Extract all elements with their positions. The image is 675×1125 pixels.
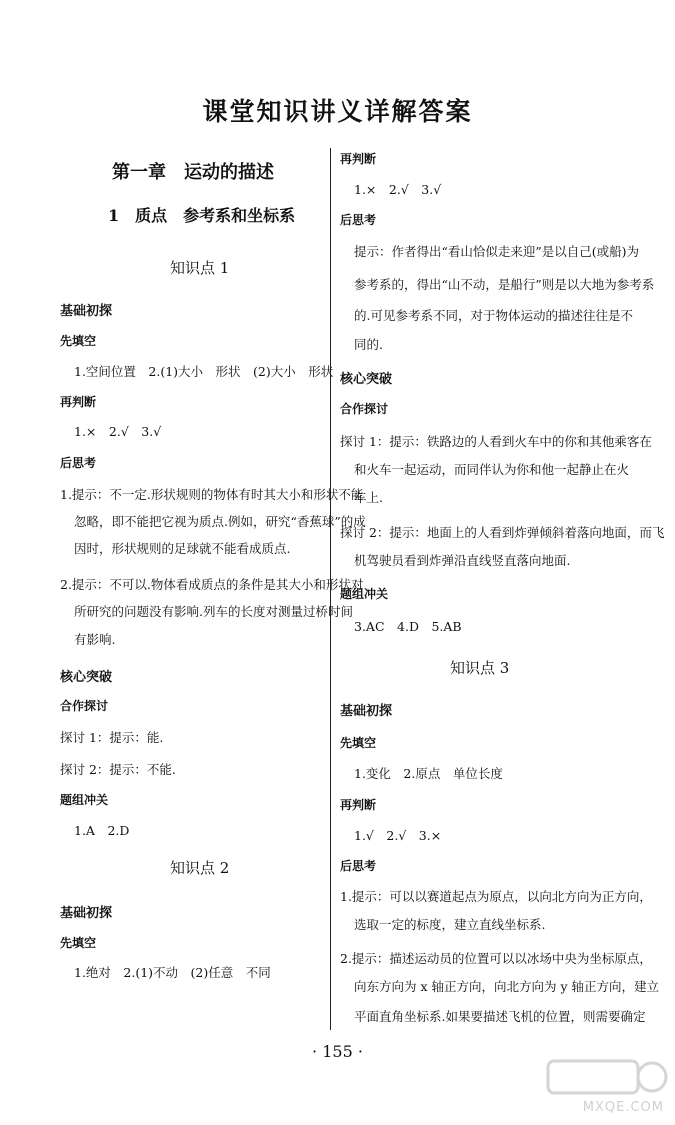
discuss-line: 和火车一起运动，而同伴认为你和他一起静止在火 xyxy=(354,462,630,477)
think-line: 有影响. xyxy=(74,632,116,647)
think-line: 1.提示：可以以赛道起点为原点，以向北方向为正方向， xyxy=(340,889,652,904)
think-heading: 后思考 xyxy=(340,859,377,873)
think-line: 平面直角坐标系.如果要描述飞机的位置，则需要确定 xyxy=(354,1009,646,1024)
chapter-heading: 第一章 运动的描述 xyxy=(112,162,274,183)
think-line: 2.提示：描述运动员的位置可以以冰场中央为坐标原点， xyxy=(340,951,652,966)
coop-heading: 合作探讨 xyxy=(60,699,109,713)
coop-heading: 合作探讨 xyxy=(340,402,389,416)
basic-heading: 基础初探 xyxy=(340,704,393,719)
fill-heading: 先填空 xyxy=(60,334,97,348)
think-line: 因时，形状规则的足球就不能看成质点. xyxy=(74,541,291,556)
think-line: 忽略，即不能把它视为质点.例如，研究“香蕉球”的成 xyxy=(74,514,366,529)
fill-answer: 1.变化 2.原点 单位长度 xyxy=(354,766,503,781)
think-heading: 后思考 xyxy=(60,456,97,470)
group-heading: 题组冲关 xyxy=(340,587,389,601)
group-answer: 1.A 2.D xyxy=(74,823,130,838)
group-heading: 题组冲关 xyxy=(60,793,109,807)
fill-heading: 先填空 xyxy=(60,936,97,950)
page-title: 课堂知识讲义详解答案 xyxy=(202,97,473,126)
judge-answer: 1.√ 2.√ 3.× xyxy=(354,828,442,843)
discuss-1: 探讨 1：提示：能. xyxy=(60,730,164,745)
judge-answer: 1.× 2.√ 3.√ xyxy=(354,182,442,197)
section-heading: 1 质点 参考系和坐标系 xyxy=(108,206,296,225)
think-line: 的.可见参考系不同，对于物体运动的描述往往是不 xyxy=(354,308,633,323)
watermark-logo xyxy=(540,1055,670,1121)
discuss-2: 探讨 2：提示：不能. xyxy=(60,762,176,777)
basic-heading: 基础初探 xyxy=(60,304,113,319)
knowledge-point-1-title: 知识点 1 xyxy=(170,259,230,277)
page-number: · 155 · xyxy=(312,1042,363,1061)
core-heading: 核心突破 xyxy=(60,670,113,685)
think-line: 选取一定的标度，建立直线坐标系. xyxy=(354,917,546,932)
discuss-line: 车上. xyxy=(354,490,383,505)
discuss-line: 探讨 1：提示：铁路边的人看到火车中的你和其他乘客在 xyxy=(340,434,652,449)
fill-answer: 1.绝对 2.(1)不动 (2)任意 不同 xyxy=(74,965,271,980)
discuss-line: 探讨 2：提示：地面上的人看到炸弹倾斜着落向地面，而飞 xyxy=(340,525,665,540)
knowledge-point-2-title: 知识点 2 xyxy=(170,859,230,877)
think-line: 所研究的问题没有影响.列车的长度对测量过桥时间 xyxy=(74,604,353,619)
fill-answer: 1.空间位置 2.(1)大小 形状 (2)大小 形状 xyxy=(74,364,334,379)
judge-heading: 再判断 xyxy=(60,395,97,409)
think-line: 向东方向为 x 轴正方向，向北方向为 y 轴正方向，建立 xyxy=(354,979,660,994)
think-line: 2.提示：不可以.物体看成质点的条件是其大小和形状对 xyxy=(60,577,364,592)
think-line: 1.提示：不一定.形状规则的物体有时其大小和形状不能 xyxy=(60,487,364,502)
discuss-line: 机驾驶员看到炸弹沿直线竖直落向地面. xyxy=(354,553,571,568)
judge-heading: 再判断 xyxy=(340,798,377,812)
think-line: 提示：作者得出“看山恰似走来迎”是以自己(或船)为 xyxy=(354,244,640,259)
watermark-text: MXQE.COM xyxy=(582,1100,664,1115)
judge-answer: 1.× 2.√ 3.√ xyxy=(74,424,162,439)
group-answer: 3.AC 4.D 5.AB xyxy=(354,619,462,634)
think-heading: 后思考 xyxy=(340,213,377,227)
think-line: 参考系的，得出“山不动，是船行”则是以大地为参考系 xyxy=(354,277,655,292)
core-heading: 核心突破 xyxy=(340,372,393,387)
knowledge-point-3-title: 知识点 3 xyxy=(450,659,510,677)
think-line: 同的. xyxy=(354,337,383,352)
judge-heading: 再判断 xyxy=(340,152,377,166)
fill-heading: 先填空 xyxy=(340,736,377,750)
basic-heading: 基础初探 xyxy=(60,906,113,921)
